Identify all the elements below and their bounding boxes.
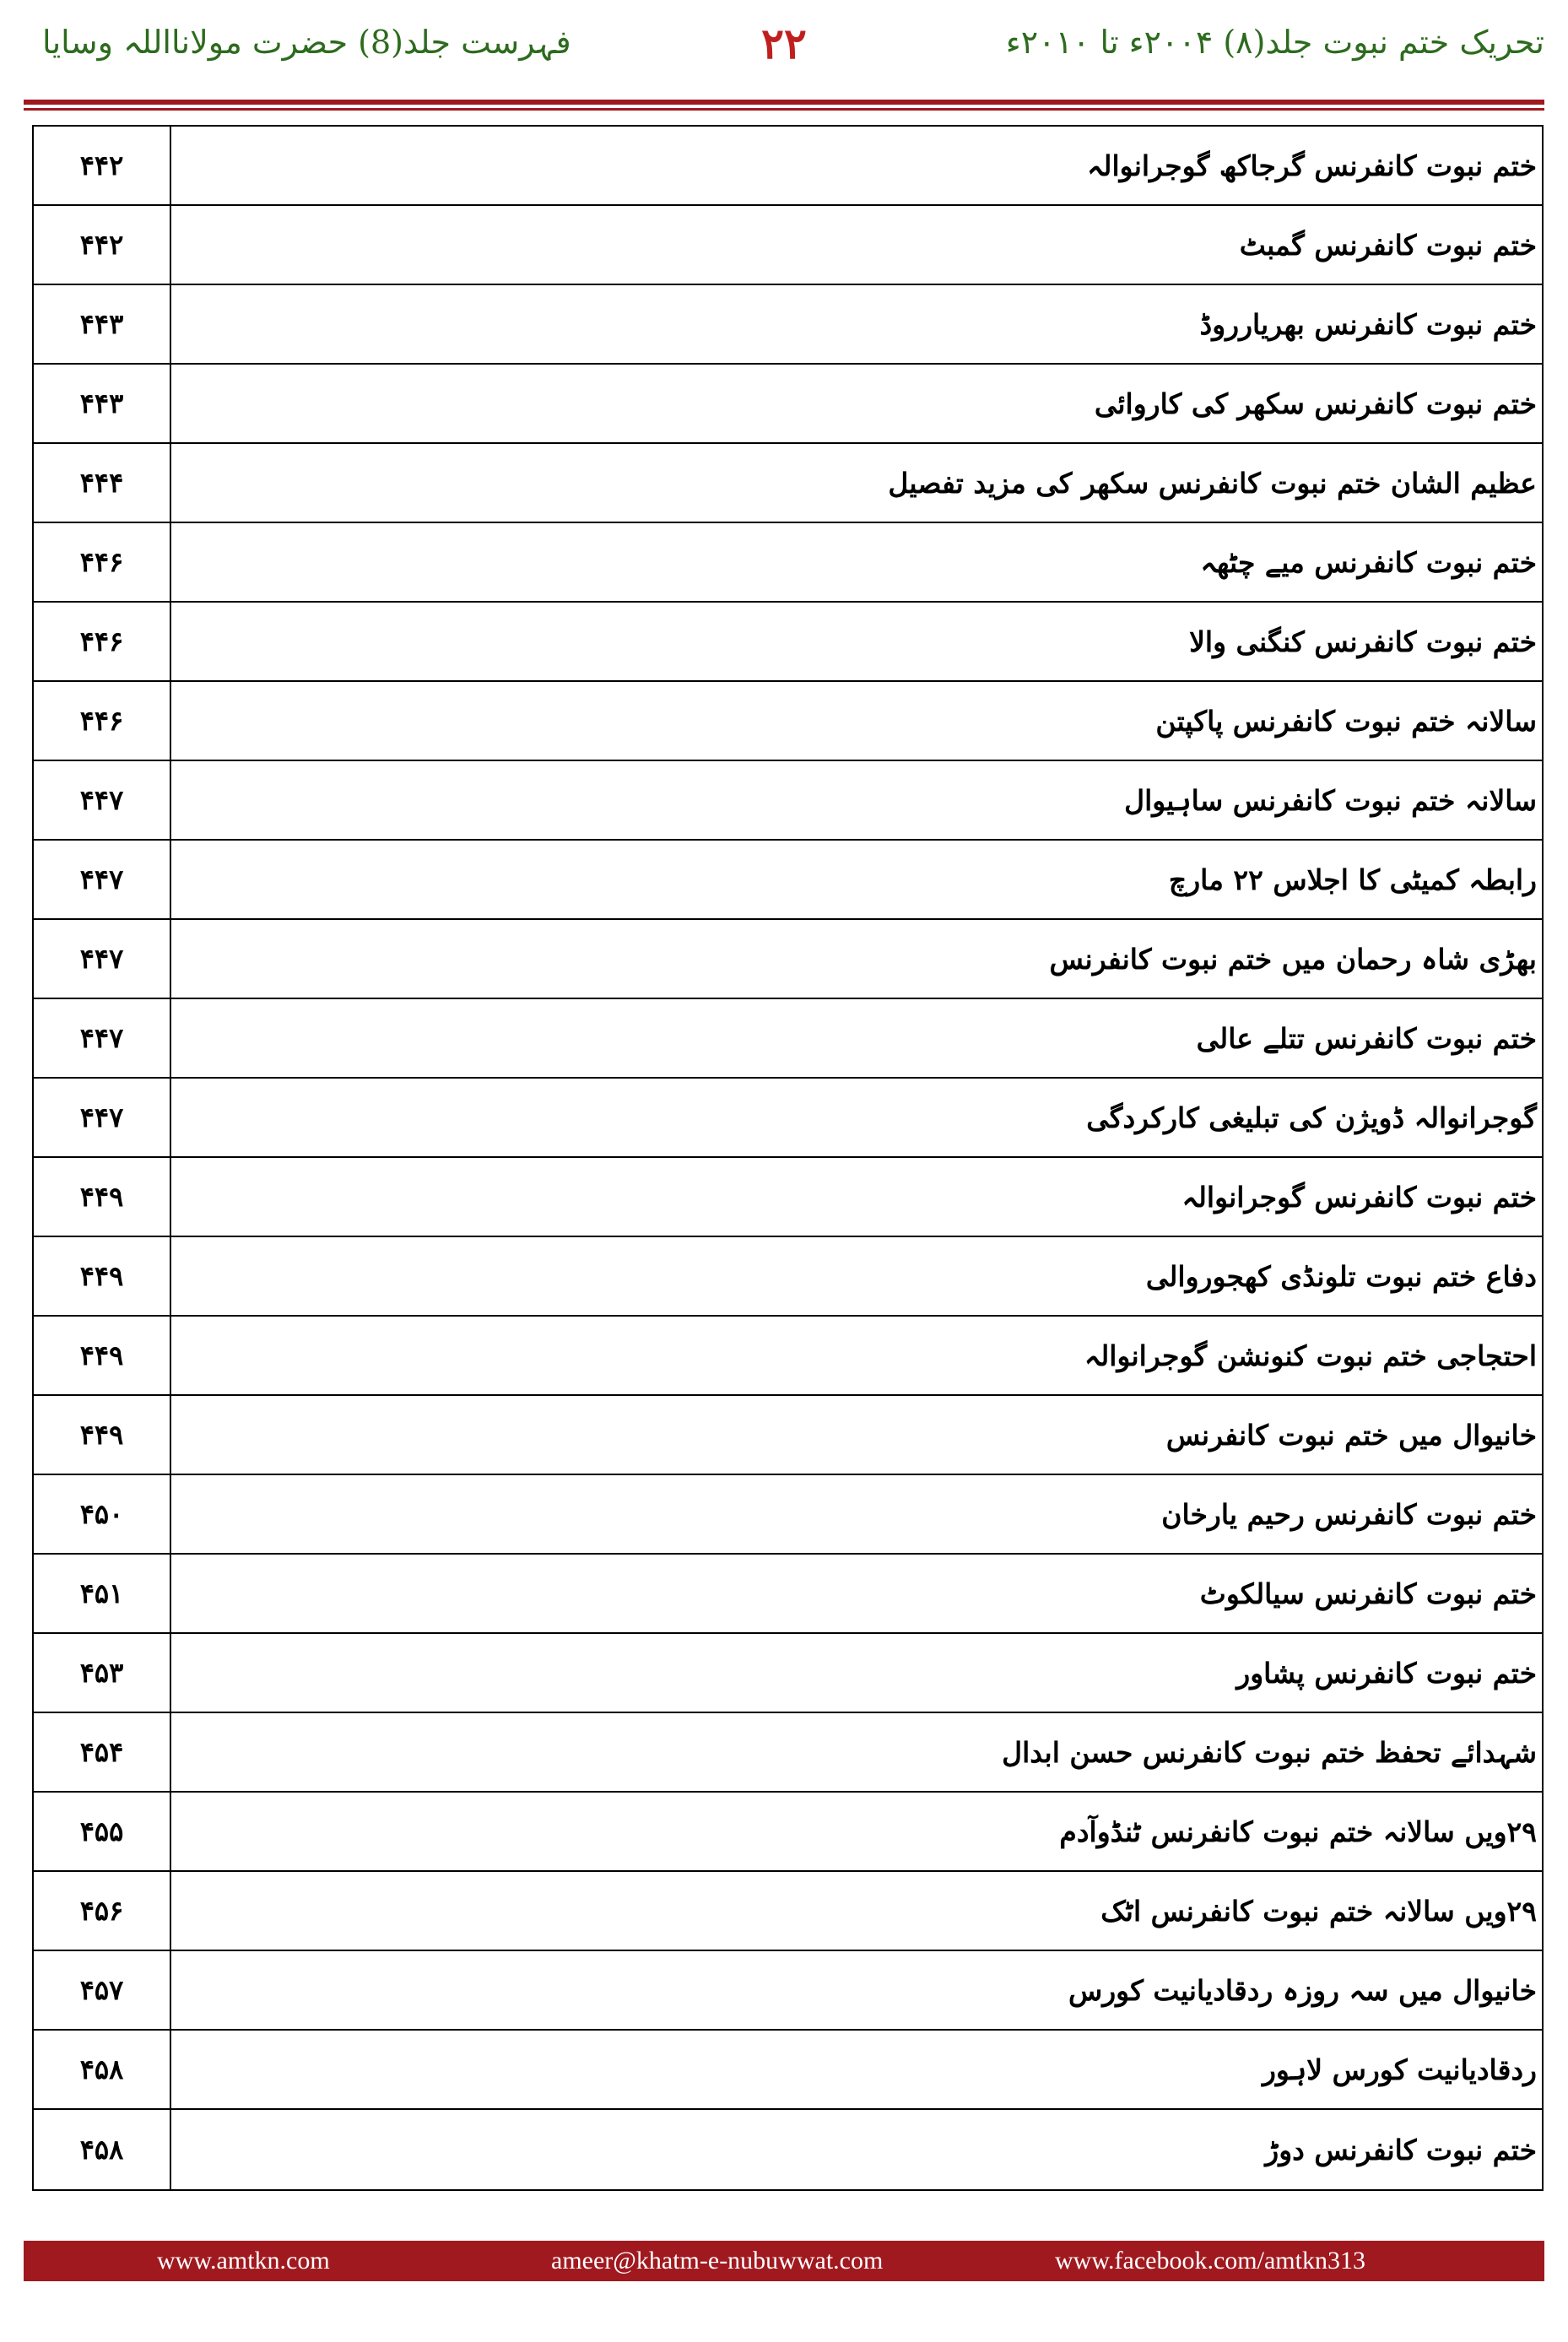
toc-page-number: ۴۴۳ xyxy=(34,285,171,363)
toc-row xyxy=(34,2110,1542,2189)
toc-page-number: ۴۴۷ xyxy=(34,761,171,839)
toc-row xyxy=(34,1793,1542,1872)
toc-entry-title: عظیم الشان ختم نبوت کانفرنس سکھر کی مزید تفصیل xyxy=(888,466,1537,500)
toc-row xyxy=(34,444,1542,523)
toc-entry-title: ختم نبوت کانفرنس رحیم یارخان xyxy=(1161,1497,1537,1531)
toc-page-number: ۴۴۹ xyxy=(34,1396,171,1474)
toc-entry-title: بھڑی شاہ رحمان میں ختم نبوت کانفرنس xyxy=(1049,942,1537,976)
toc-page-number: ۴۵۸ xyxy=(34,2110,171,2189)
toc-entry-title: احتجاجی ختم نبوت کنونشن گوجرانوالہ xyxy=(1084,1339,1537,1372)
toc-entry-title: ختم نبوت کانفرنس بھریارروڈ xyxy=(1199,307,1537,341)
toc-entry-title: ختم نبوت کانفرنس کنگنی والا xyxy=(1189,625,1537,658)
toc-row xyxy=(34,603,1542,682)
toc-page-number: ۴۴۷ xyxy=(34,841,171,918)
toc-entry-title: ۲۹ویں سالانہ ختم نبوت کانفرنس اٹک xyxy=(1100,1894,1537,1928)
toc-row xyxy=(34,761,1542,841)
toc-page-number: ۴۵۸ xyxy=(34,2031,171,2108)
email-link[interactable]: ameer@khatm-e-nubuwwat.com xyxy=(551,2247,884,2274)
toc-entry-title: رابطہ کمیٹی کا اجلاس ۲۲ مارچ xyxy=(1168,863,1537,896)
toc-page-number: ۴۴۶ xyxy=(34,523,171,601)
toc-entry-title: سالانہ ختم نبوت کانفرنس پاکپتن xyxy=(1155,704,1537,738)
toc-page-number: ۴۵۰ xyxy=(34,1475,171,1553)
toc-row xyxy=(34,1634,1542,1713)
toc-entry-title: ختم نبوت کانفرنس پشاور xyxy=(1236,1656,1537,1690)
toc-entry-title: ختم نبوت کانفرنس سیالکوٹ xyxy=(1199,1577,1537,1610)
page-header xyxy=(0,0,1568,105)
toc-page-number: ۴۵۶ xyxy=(34,1872,171,1950)
page-footer xyxy=(24,2241,1544,2281)
toc-row xyxy=(34,127,1542,206)
page-number: ۲۲ xyxy=(761,19,807,68)
toc-page-number: ۴۴۹ xyxy=(34,1317,171,1394)
toc-row xyxy=(34,682,1542,761)
toc-entry-title: دفاع ختم نبوت تلونڈی کھجوروالی xyxy=(1145,1259,1537,1293)
header-rule-thick xyxy=(24,100,1544,105)
toc-page-number: ۴۵۳ xyxy=(34,1634,171,1712)
toc-entry-title: ختم نبوت کانفرنس دوڑ xyxy=(1265,2133,1537,2166)
facebook-link[interactable]: www.facebook.com/amtkn313 xyxy=(1055,2247,1365,2274)
toc-row xyxy=(34,285,1542,365)
toc-entry-title: ختم نبوت کانفرنس گمبٹ xyxy=(1239,228,1537,262)
toc-row xyxy=(34,1237,1542,1317)
toc-row xyxy=(34,1079,1542,1158)
toc-entry-title: خانیوال میں ختم نبوت کانفرنس xyxy=(1165,1418,1537,1452)
toc-row xyxy=(34,1475,1542,1555)
toc-entry-title: ختم نبوت کانفرنس سکھر کی کاروائی xyxy=(1094,387,1537,420)
toc-row xyxy=(34,1555,1542,1634)
toc-entry-title: سالانہ ختم نبوت کانفرنس ساہیوال xyxy=(1124,783,1537,817)
toc-page-number: ۴۵۴ xyxy=(34,1713,171,1791)
table-of-contents xyxy=(32,125,1544,2191)
toc-entry-title: شہدائے تحفظ ختم نبوت کانفرنس حسن ابدال xyxy=(1002,1735,1537,1769)
toc-entry-title: ردقادیانیت کورس لاہور xyxy=(1262,2053,1537,2086)
toc-page-number: ۴۴۴ xyxy=(34,444,171,522)
book-series-title: تحریک ختم نبوت جلد(۸) ۲۰۰۴ء تا ۲۰۱۰ء xyxy=(1005,24,1544,61)
toc-page-number: ۴۴۷ xyxy=(34,1079,171,1156)
toc-row xyxy=(34,1158,1542,1237)
toc-entry-title: ختم نبوت کانفرنس تتلے عالی xyxy=(1196,1021,1537,1055)
toc-row xyxy=(34,841,1542,920)
toc-row xyxy=(34,999,1542,1079)
toc-row xyxy=(34,1713,1542,1793)
toc-entry-title: ختم نبوت کانفرنس میے چٹھہ xyxy=(1200,545,1537,579)
toc-row xyxy=(34,920,1542,999)
toc-entry-title: ختم نبوت کانفرنس گوجرانوالہ xyxy=(1181,1180,1537,1214)
header-rule-thin xyxy=(24,108,1544,111)
toc-page-number: ۴۴۲ xyxy=(34,127,171,204)
toc-entry-title: ۲۹ویں سالانہ ختم نبوت کانفرنس ٹنڈوآدم xyxy=(1059,1815,1537,1848)
toc-page-number: ۴۵۷ xyxy=(34,1951,171,2029)
toc-row xyxy=(34,1951,1542,2031)
toc-page-number: ۴۴۲ xyxy=(34,206,171,284)
toc-page-number: ۴۴۶ xyxy=(34,682,171,760)
toc-row xyxy=(34,2031,1542,2110)
book-index-title: فہرست جلد(8) حضرت مولانااللہ وسایا xyxy=(42,24,571,61)
toc-page-number: ۴۴۶ xyxy=(34,603,171,680)
toc-page-number: ۴۴۳ xyxy=(34,365,171,442)
toc-entry-title: گوجرانوالہ ڈویژن کی تبلیغی کارکردگی xyxy=(1086,1101,1537,1134)
toc-row xyxy=(34,1317,1542,1396)
toc-row xyxy=(34,523,1542,603)
toc-page-number: ۴۵۱ xyxy=(34,1555,171,1632)
toc-row xyxy=(34,1872,1542,1951)
website-link[interactable]: www.amtkn.com xyxy=(157,2247,330,2274)
toc-entry-title: ختم نبوت کانفرنس گرجاکھ گوجرانوالہ xyxy=(1087,149,1537,182)
toc-page-number: ۴۴۷ xyxy=(34,999,171,1077)
toc-page-number: ۴۴۹ xyxy=(34,1158,171,1236)
toc-row xyxy=(34,1396,1542,1475)
toc-page-number: ۴۴۹ xyxy=(34,1237,171,1315)
toc-row xyxy=(34,365,1542,444)
toc-page-number: ۴۵۵ xyxy=(34,1793,171,1870)
toc-entry-title: خانیوال میں سہ روزہ ردقادیانیت کورس xyxy=(1068,1973,1537,2007)
toc-page-number: ۴۴۷ xyxy=(34,920,171,998)
toc-row xyxy=(34,206,1542,285)
